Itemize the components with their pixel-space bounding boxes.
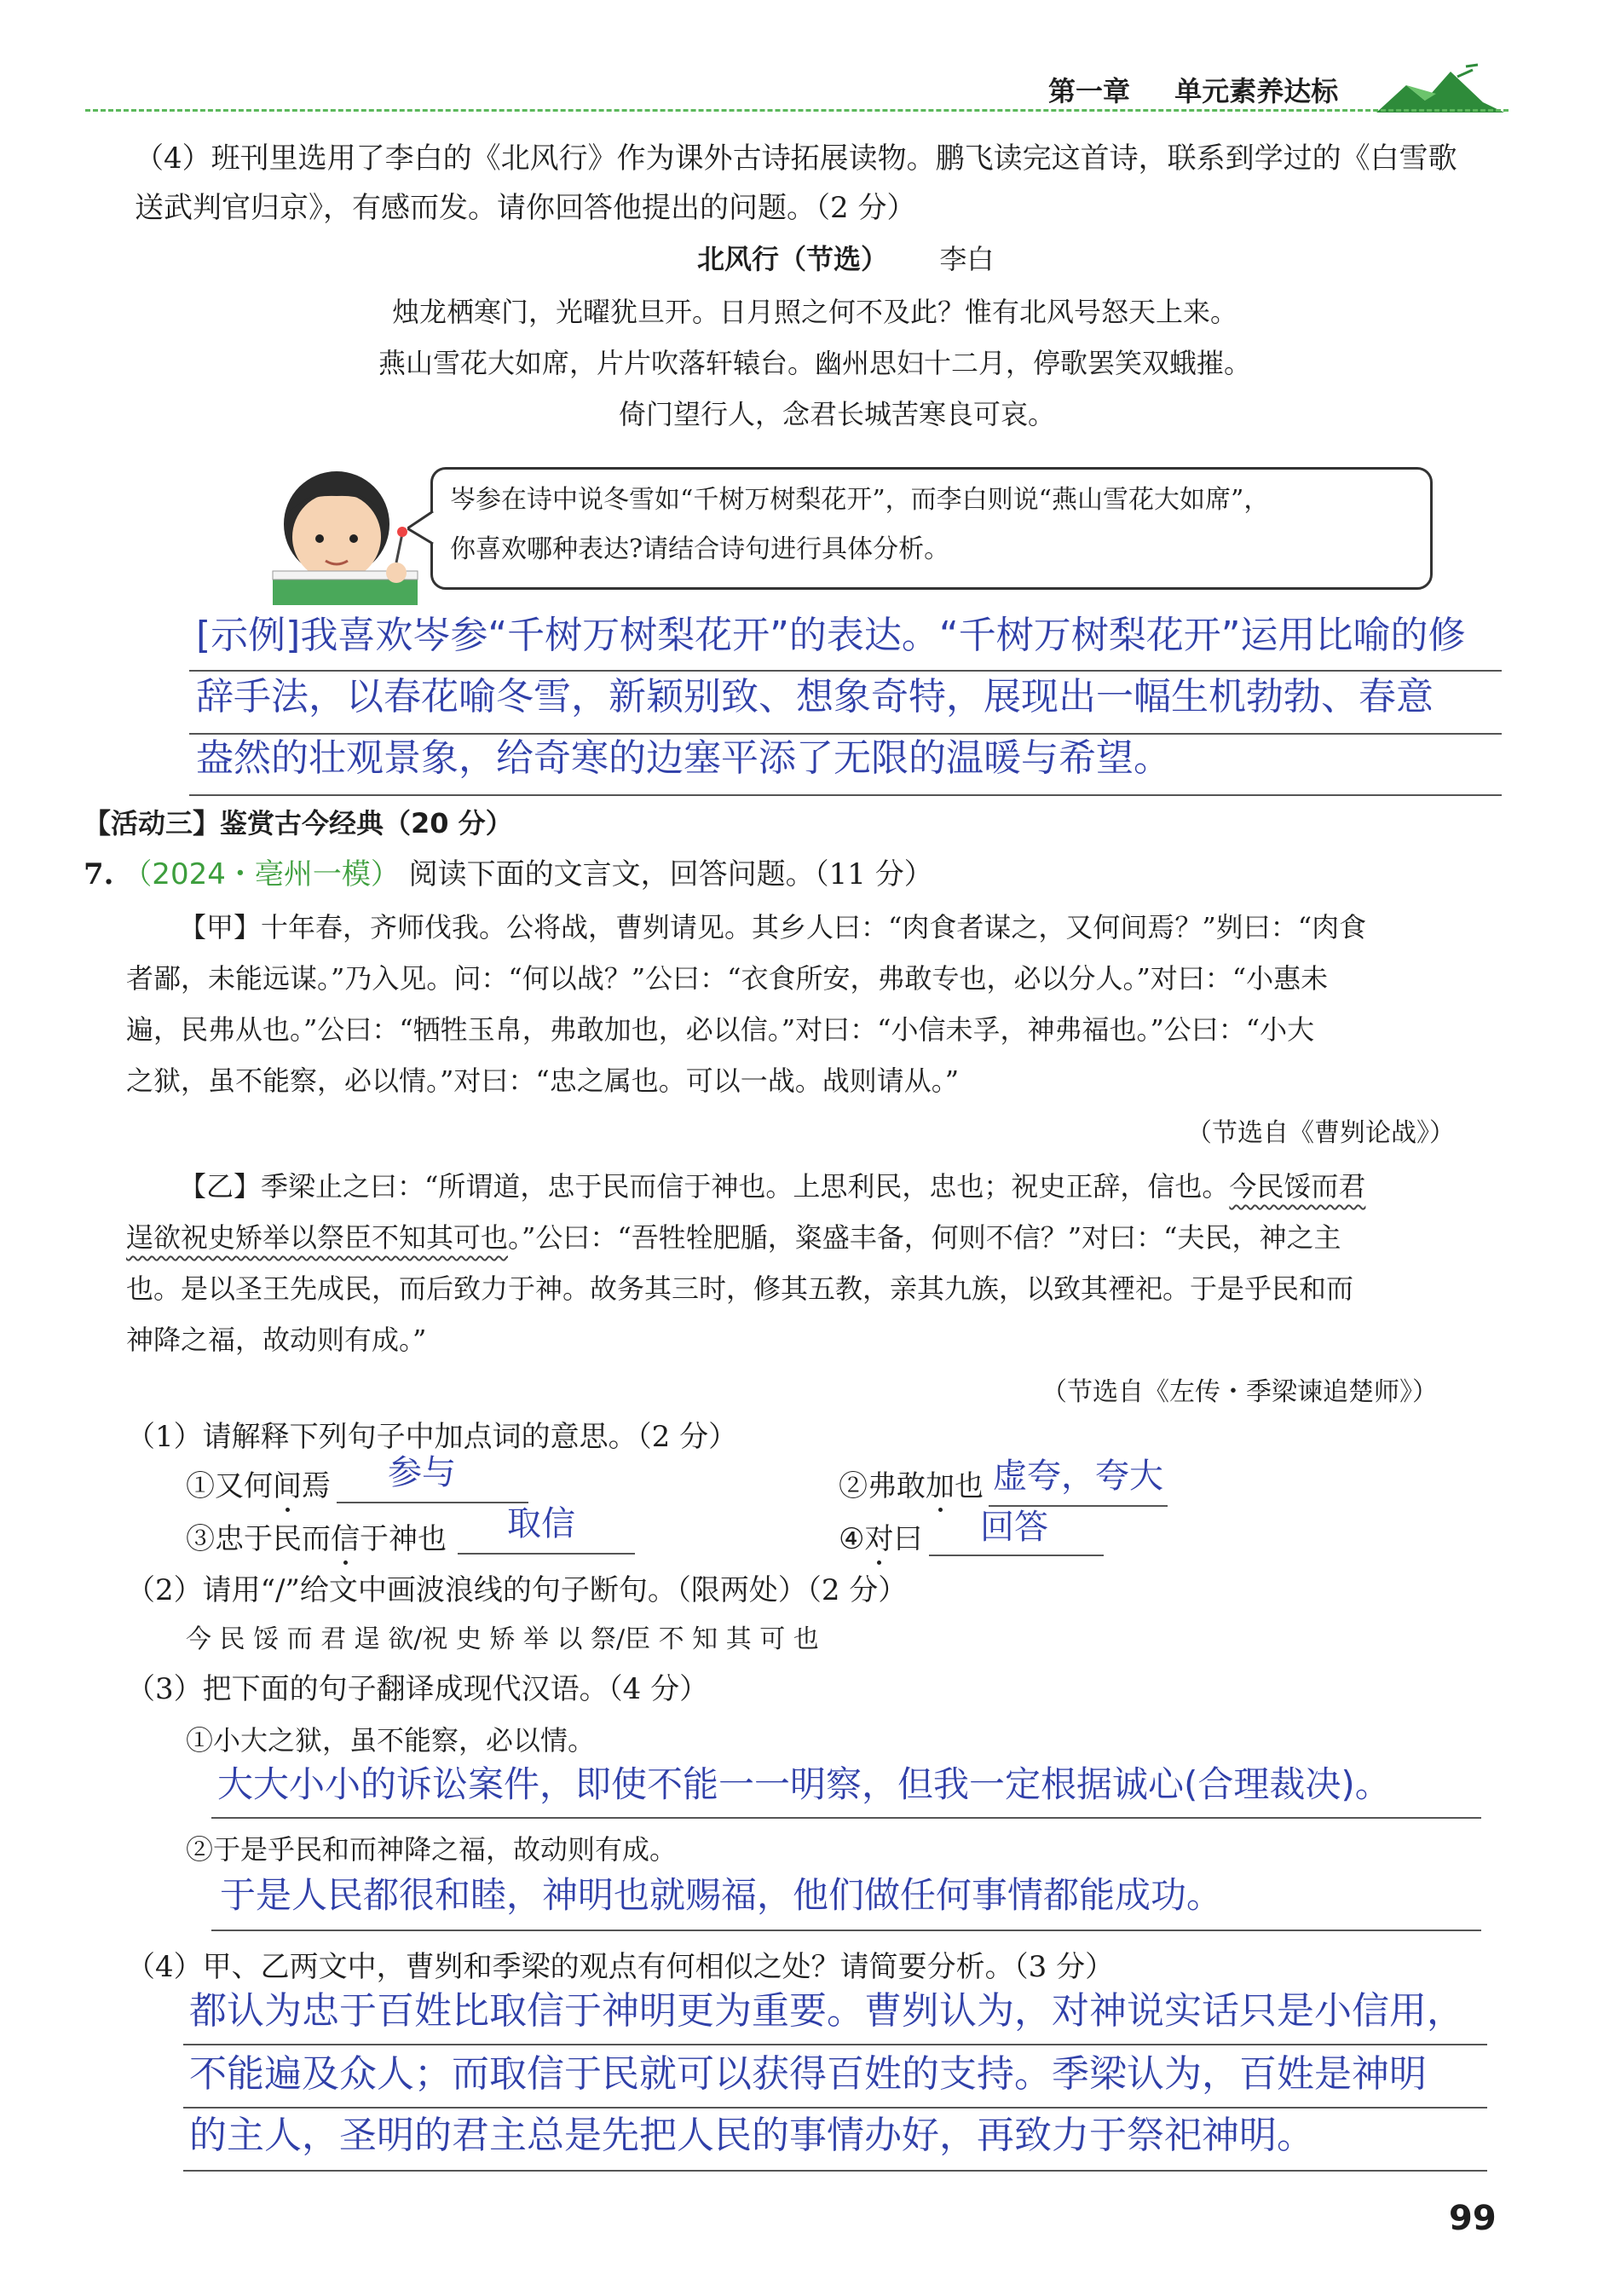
s2-sentence: 今 民 馁 而 君 逞 欲/祝 史 矫 举 以 祭/臣 不 知 其 可 也	[186, 1624, 819, 1654]
s1-item-2-answer: 虚夸，夸大	[993, 1457, 1163, 1496]
page-number: 99	[1449, 2199, 1497, 2238]
wavy-sentence-part-1: 今民馁而君	[1229, 1170, 1366, 1203]
s2-prompt: （2）请用“/”给文中画波浪线的句子断句。（限两处）（2 分）	[126, 1573, 908, 1607]
s4-prompt: （4）甲、乙两文中，曹刿和季梁的观点有何相似之处？请简要分析。（3 分）	[126, 1950, 1115, 1984]
q4-answer-line-3: 盎然的壮观景象，给奇寒的边塞平添了无限的温暖与希望。	[196, 736, 1171, 780]
q4-answer-rule-1	[189, 670, 1502, 672]
chapter-label: 第一章	[1048, 75, 1131, 107]
s3-a2: 于是人民都很和睦，神明也就赐福，他们做任何事情都能成功。	[220, 1874, 1223, 1916]
activity-heading: 【活动三】鉴赏古今经典（20 分）	[84, 807, 513, 839]
s1-item-4-answer: 回答	[980, 1508, 1048, 1547]
s1-item-4-dot-word: 对	[864, 1522, 894, 1556]
s4-answer-line-3: 的主人，圣明的君主总是先把人民的事情办好，再致力于祭祀神明。	[189, 2114, 1314, 2157]
s4-answer-line-2: 不能遍及众人；而取信于民就可以获得百姓的支持。季梁认为，百姓是神明	[189, 2052, 1427, 2096]
poem-title: 北风行（节选）	[697, 243, 889, 275]
q7-heading	[84, 856, 933, 893]
q4-answer-line-2: 辞手法，以春花喻冬雪，新颖别致、想象奇特，展现出一幅生机勃勃、春意	[196, 675, 1434, 718]
chapter-title	[1048, 70, 1338, 109]
s4-answer-rule-3	[183, 2170, 1487, 2172]
q7-number: 7.	[84, 857, 114, 891]
yi-source: （节选自《左传・季梁谏追楚师》）	[1041, 1377, 1438, 1407]
jia-line-4: 之狱，虽不能察，必以情。”对曰：“忠之属也。可以一战。战则请从。”	[126, 1064, 960, 1097]
s1-item-1-post: 焉	[302, 1469, 331, 1503]
s3-a2-rule	[211, 1930, 1481, 1931]
poem-line-2: 燕山雪花大如席，片片吹落轩辕台。幽州思妇十二月，停歌罢笑双蛾摧。	[378, 347, 1252, 379]
q7-prompt: 阅读下面的文言文，回答问题。（11 分）	[408, 857, 933, 891]
poem-line-3: 倚门望行人，念君长城苦寒良可哀。	[619, 398, 1056, 430]
jia-line-2: 者鄙，未能远谋。”乃入见。问：“何以战？”公曰：“衣食所安，弗敢专也，必以分人。”对曰：“小惠未	[126, 962, 1329, 995]
s1-item-2-dot-word: 加	[926, 1469, 955, 1503]
s1-item-2	[839, 1468, 984, 1505]
s1-item-4-pre: ④	[839, 1522, 865, 1556]
section-label: 单元素养达标	[1174, 75, 1339, 107]
jia-line-3: 遍，民弗从也。”公曰：“牺牲玉帛，弗敢加也，必以信。”对曰：“小信未孚，神弗福也。”公曰：“小大	[126, 1013, 1315, 1046]
s1-item-1-pre: ①又何	[186, 1469, 273, 1503]
s3-q1: ①小大之狱，虽不能察，必以情。	[186, 1724, 596, 1757]
s3-prompt: （3）把下面的句子翻译成现代汉语。（4 分）	[126, 1672, 709, 1706]
s1-item-4-post: 曰	[893, 1522, 923, 1556]
s1-item-3-pre: ③忠于民而	[186, 1522, 331, 1556]
poem-author: 李白	[939, 243, 995, 275]
s3-a1-rule	[211, 1817, 1481, 1819]
s1-item-4-blank	[929, 1555, 1104, 1556]
s1-item-4	[839, 1520, 922, 1558]
student-avatar	[256, 460, 426, 605]
s4-answer-line-1: 都认为忠于百姓比取信于神明更为重要。曹刿认为，对神说实话只是小信用，	[189, 1989, 1464, 2033]
q4-answer-line-1: [示例]我喜欢岑参“千树万树梨花开”的表达。“千树万树梨花开”运用比喻的修	[196, 614, 1466, 657]
s1-item-3-blank	[458, 1553, 635, 1555]
header-dashed-line	[85, 109, 1509, 112]
bubble-line-2: 你喜欢哪种表达?请结合诗句进行具体分析。	[450, 534, 950, 564]
s1-item-2-post: 也	[955, 1469, 984, 1503]
q4-top-line2: 送武判官归京》，有感而发。请你回答他提出的问题。（2 分）	[135, 191, 916, 225]
yi-line-2-text: 。”公曰：“吾牲牷肥腯，粢盛丰备，何则不信？”对曰：“夫民，神之主	[508, 1221, 1341, 1254]
s1-item-1	[186, 1468, 331, 1505]
bubble-line-1: 岑参在诗中说冬雪如“千树万树梨花开”，而李白则说“燕山雪花大如席”，	[450, 485, 1270, 515]
speech-bubble	[430, 467, 1433, 590]
yi-line-1	[179, 1168, 1365, 1205]
s3-a1: 大大小小的诉讼案件，即使不能一一明察，但我一定根据诚心(合理裁决)。	[217, 1763, 1391, 1805]
s1-item-3-dot-word: 信	[331, 1522, 360, 1556]
s1-prompt: （1）请解释下列句子中加点词的意思。（2 分）	[126, 1420, 738, 1454]
jia-line-1: 【甲】十年春，齐师伐我。公将战，曹刿请见。其乡人曰：“肉食者谋之，又何间焉？”刿曰：“肉食	[179, 911, 1367, 943]
s1-item-1-dot-word: 间	[273, 1469, 302, 1503]
s1-item-1-blank	[337, 1502, 528, 1503]
q4-answer-rule-3	[189, 794, 1502, 796]
poem-heading	[697, 240, 994, 278]
yi-line-3: 也。是以圣王先成民，而后致力于神。故务其三时，修其五教，亲其九族，以致其禋祀。于是乎民和而	[126, 1272, 1354, 1305]
s4-answer-rule-2	[183, 2107, 1487, 2109]
q4-top-line1: （4）班刊里选用了李白的《北风行》作为课外古诗拓展读物。鹏飞读完这首诗，联系到学过的《白雪歌	[135, 141, 1457, 176]
s1-item-3-post: 于神也	[360, 1522, 447, 1556]
s3-q2: ②于是乎民和而神降之福，故动则有成。	[186, 1833, 678, 1866]
poem-line-1: 烛龙栖寒门，光曜犹旦开。日月照之何不及此？惟有北风号怒天上来。	[392, 296, 1238, 328]
yi-line-2	[126, 1219, 1341, 1256]
wavy-sentence-part-2: 逞欲祝史矫举以祭臣不知其可也	[126, 1221, 509, 1254]
s1-item-3-answer: 取信	[507, 1504, 575, 1543]
s1-item-1-answer: 参与	[388, 1453, 456, 1492]
jia-source: （节选自《曹刿论战》）	[1186, 1118, 1455, 1148]
s1-item-2-pre: ②弗敢	[839, 1469, 926, 1503]
q7-source: （2024・亳州一模）	[123, 857, 400, 891]
bubble-tail	[407, 511, 436, 545]
yi-line-1-text: 【乙】季梁止之曰：“所谓道，忠于民而信于神也。上思利民，忠也；祝史正辞，信也。	[179, 1170, 1230, 1203]
s1-item-3	[186, 1520, 447, 1558]
s4-answer-rule-1	[183, 2044, 1487, 2045]
yi-line-4: 神降之福，故动则有成。”	[126, 1324, 427, 1356]
